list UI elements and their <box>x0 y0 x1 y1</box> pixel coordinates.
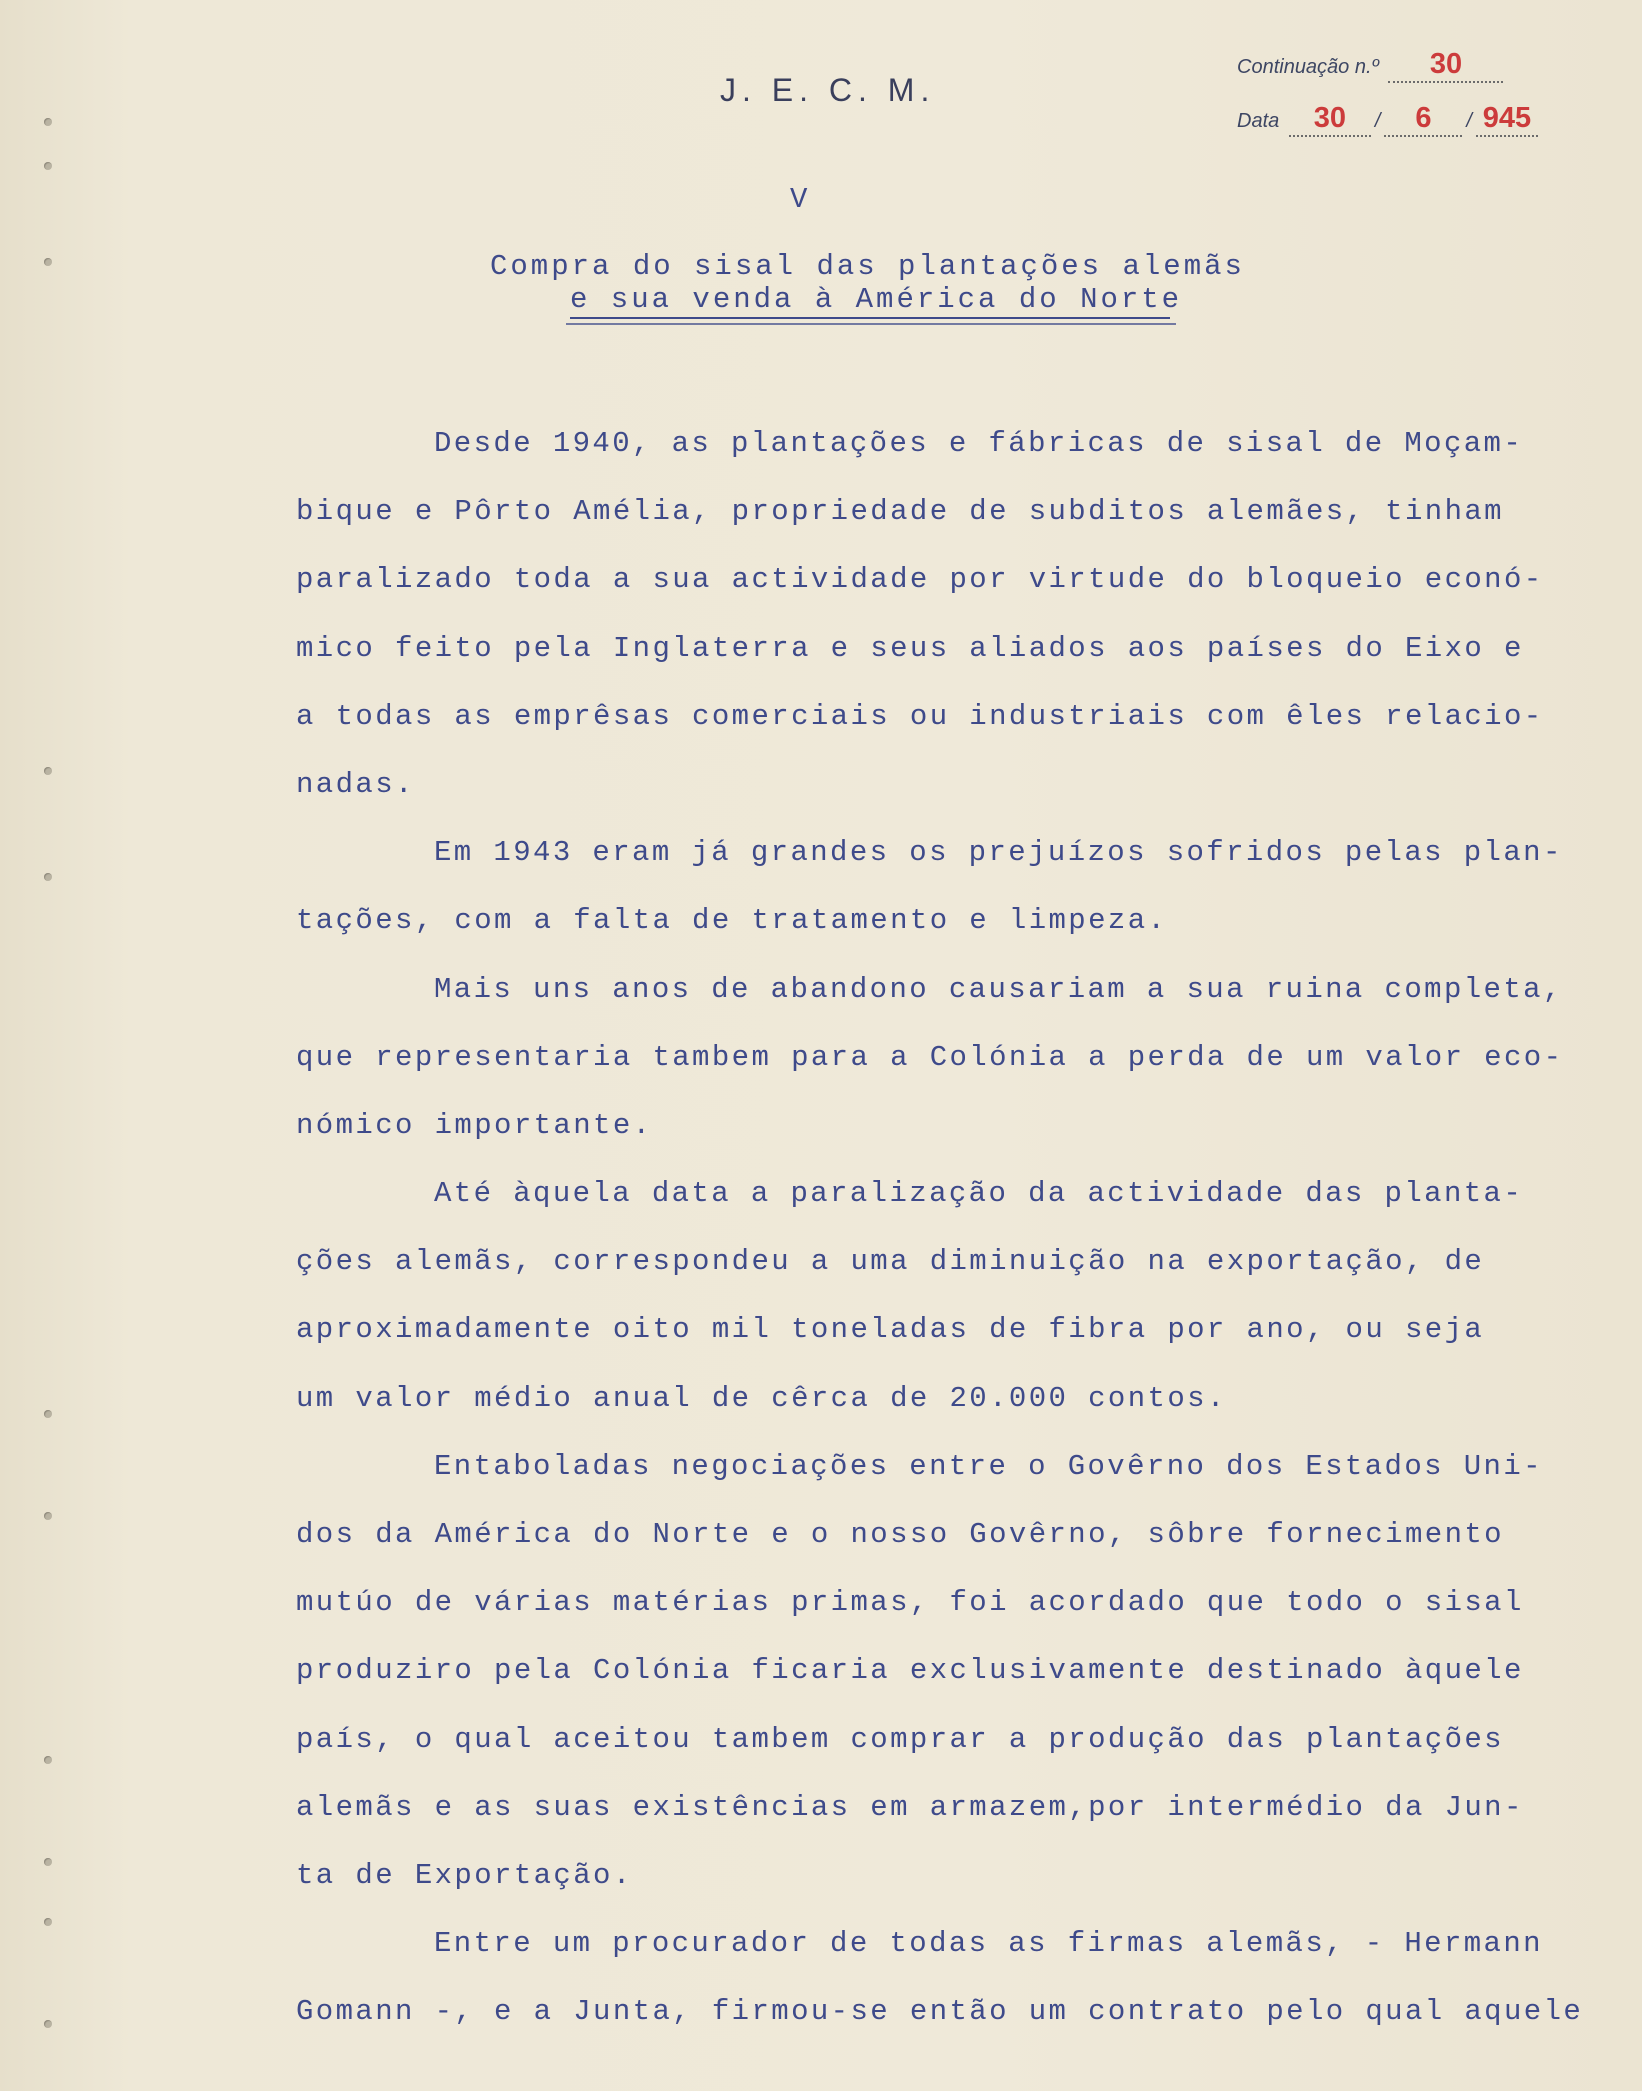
text-line: aproximadamente oito mil toneladas de fibra por ano, ou seja <box>296 1313 1485 1347</box>
title-underline <box>570 317 1170 319</box>
continuation-field <box>1237 48 1503 83</box>
text-line: ta de Exportação. <box>296 1858 633 1892</box>
text-line: Gomann -, e a Junta, firmou-se então um contrato pelo qual aquele <box>296 1995 1584 2029</box>
punch-hole <box>44 1858 52 1866</box>
org-header: J. E. C. M. <box>720 72 936 108</box>
text-line: país, o qual aceitou tambem comprar a produção das plantações <box>296 1722 1504 1756</box>
text-line: Desde 1940, as plantações e fábricas de sisal de Moçam- <box>434 427 1524 460</box>
text-line: nómico importante. <box>296 1108 653 1142</box>
punch-hole <box>44 258 52 266</box>
section-title-line-2: e sua venda à América do Norte <box>570 283 1183 316</box>
section-numeral: V <box>790 183 810 216</box>
punch-hole <box>44 1756 52 1764</box>
punch-hole <box>44 162 52 170</box>
date-separator: / <box>1466 110 1472 132</box>
punch-hole <box>44 1512 52 1520</box>
punch-hole <box>44 1918 52 1926</box>
text-line: bique e Pôrto Amélia, propriedade de subditos alemães, tinham <box>296 495 1504 529</box>
punch-hole <box>44 767 52 775</box>
punch-hole <box>44 1410 52 1418</box>
text-line: a todas as emprêsas comerciais ou industriais com êles relacio- <box>296 699 1544 733</box>
punch-hole <box>44 118 52 126</box>
date-label: Data <box>1237 110 1280 132</box>
text-line: nadas. <box>296 767 415 801</box>
date-separator: / <box>1374 110 1381 132</box>
date-year: 945 <box>1482 102 1532 134</box>
punch-hole <box>44 2020 52 2028</box>
punch-hole <box>44 873 52 881</box>
text-line: produziro pela Colónia ficaria exclusivamente destinado àquele <box>296 1654 1524 1688</box>
date-day: 30 <box>1313 102 1346 134</box>
date-month: 6 <box>1415 102 1432 134</box>
text-line: dos da América do Norte e o nosso Govêrno, sôbre fornecimento <box>296 1518 1504 1551</box>
text-line: tações, com a falta de tratamento e limpeza. <box>296 904 1168 938</box>
text-line: que representaria tambem para a Colónia a perda de um valor eco- <box>296 1040 1564 1074</box>
text-line: mico feito pela Inglaterra e seus aliados aos países do Eixo e <box>296 631 1524 665</box>
text-line: Entre um procurador de todas as firmas alemãs, - Hermann <box>434 1927 1543 1961</box>
body-text <box>296 410 1612 2047</box>
text-line: paralizado toda a sua actividade por virtude do bloqueio econó- <box>296 563 1544 597</box>
date-field <box>1237 102 1538 137</box>
text-line: Até àquela data a paralização da actividade das planta- <box>434 1177 1524 1211</box>
title-underline <box>566 323 1176 325</box>
text-line: um valor médio anual de cêrca de 20.000 contos. <box>296 1381 1227 1415</box>
text-line: Entaboladas negociações entre o Govêrno dos Estados Uni- <box>434 1449 1543 1483</box>
text-line: alemãs e as suas existências em armazem,por intermédio da Jun- <box>296 1790 1524 1824</box>
text-line: Mais uns anos de abandono causariam a sua ruina completa, <box>434 972 1563 1006</box>
text-line: Em 1943 eram já grandes os prejuízos sofridos pelas plan- <box>434 836 1563 870</box>
section-title-line-1: Compra do sisal das plantações alemãs <box>490 250 1245 283</box>
continuation-number: 30 <box>1429 48 1463 80</box>
continuation-label: Continuação n.º <box>1237 56 1379 78</box>
text-line: ções alemãs, correspondeu a uma diminuição na exportação, de <box>296 1245 1485 1279</box>
text-line: mutúo de várias matérias primas, foi acordado que todo o sisal <box>296 1586 1524 1620</box>
